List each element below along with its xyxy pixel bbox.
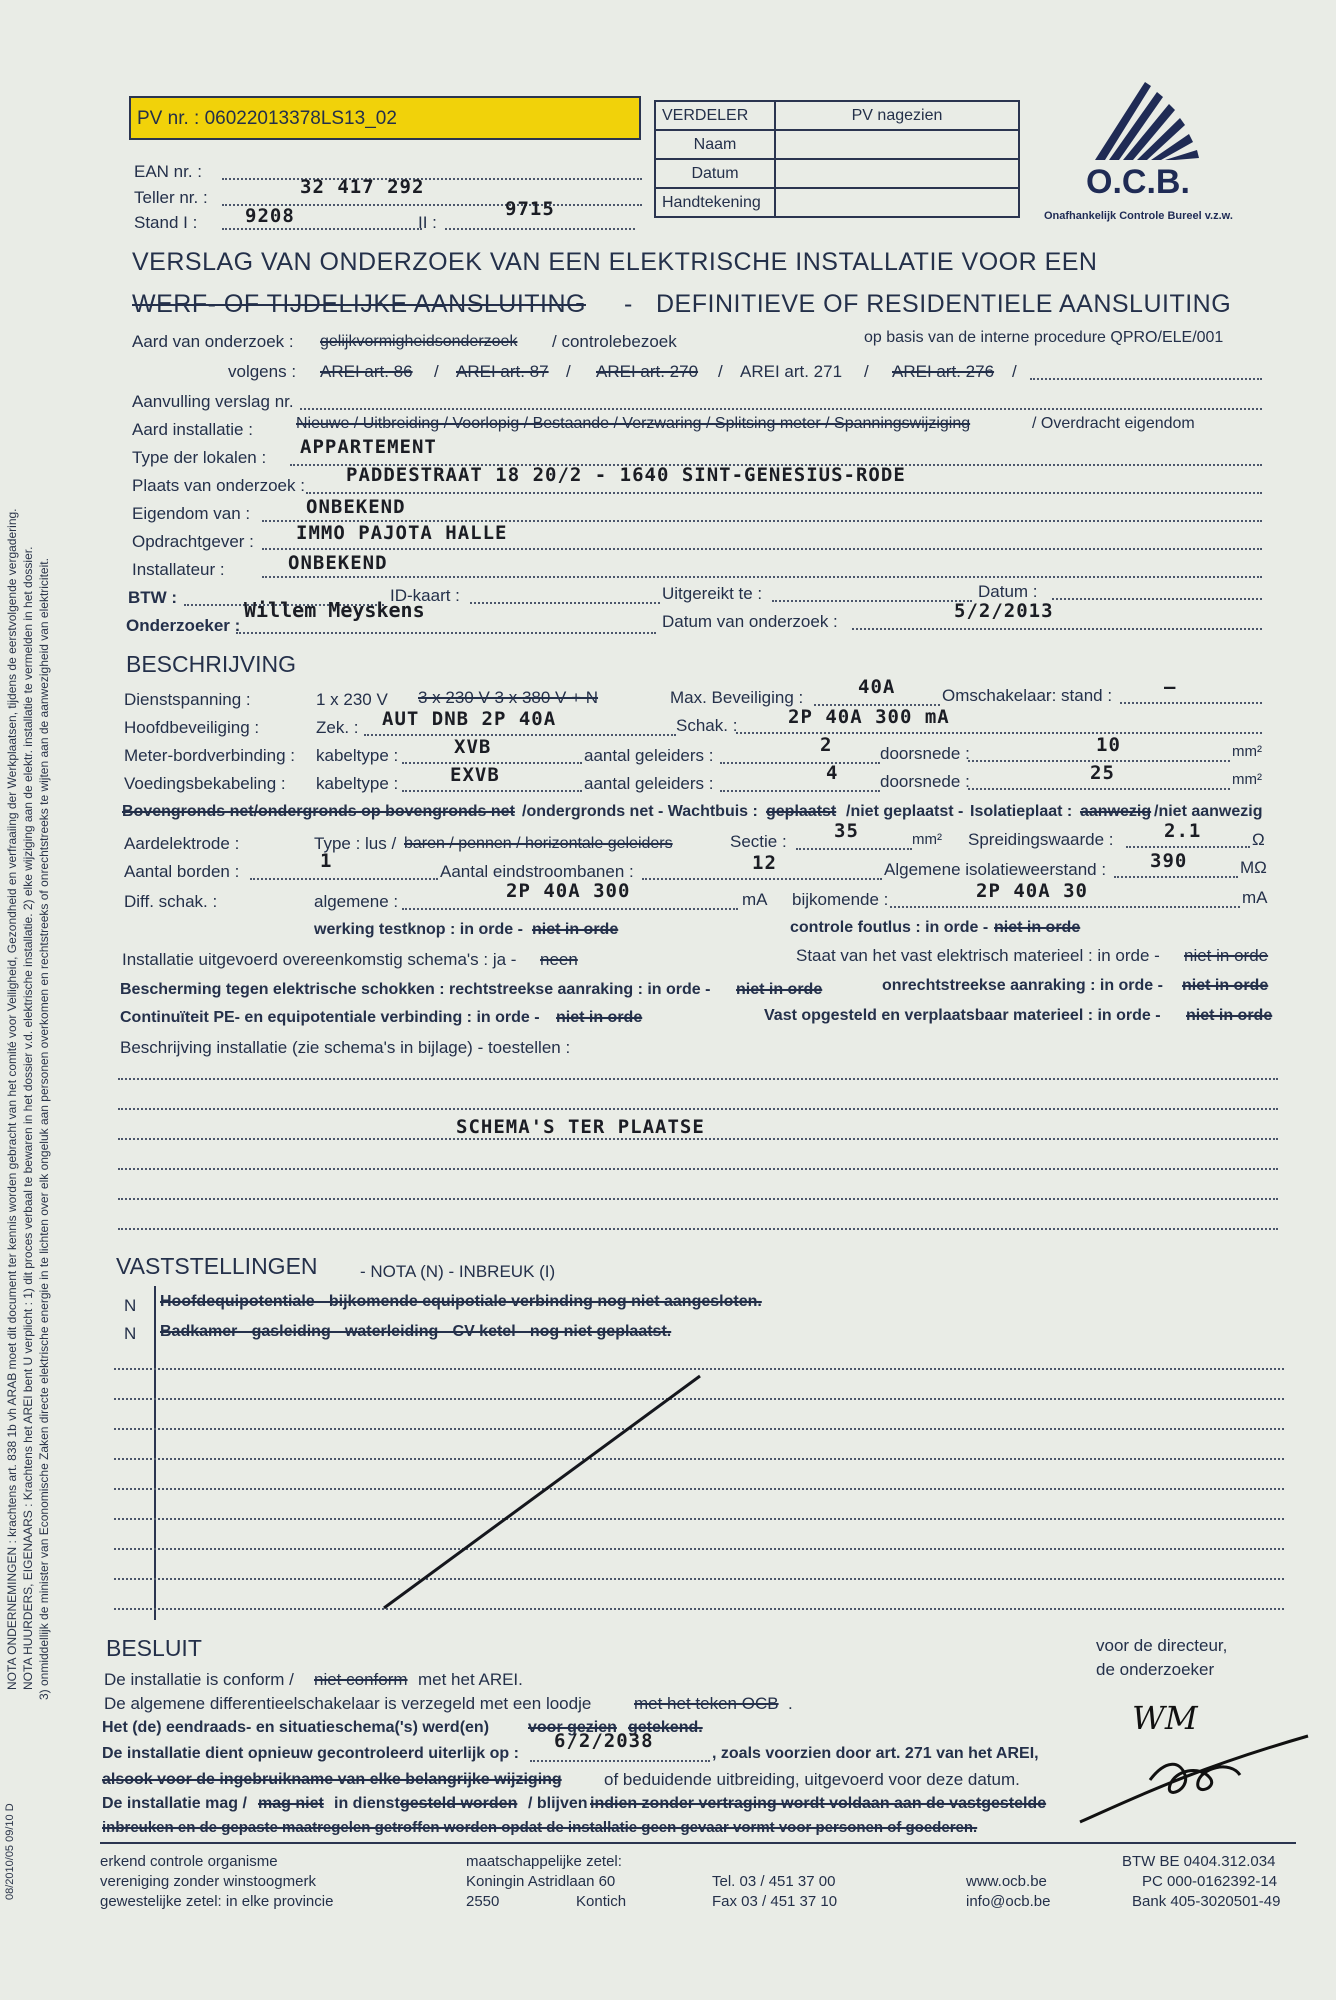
side-note-1: NOTA ONDERNEMINGEN : krachtens art. 838 1b vh ARAB moet dit document ter kennis worden gebracht van het comité voor Veiligheid, Gezondheid en verfraaiing der Werkplaatsen, tijdens de eerstvolgende vergadering. bbox=[5, 508, 19, 1690]
vast-label: Vast opgesteld en verplaatsbaar materieel : in orde - bbox=[764, 1007, 1161, 1024]
verdeler-handtekening-field[interactable] bbox=[775, 188, 1019, 217]
teller-label: Teller nr. : bbox=[134, 188, 208, 207]
isolatie-value: 390 bbox=[1150, 850, 1188, 872]
btw-label: BTW : bbox=[128, 588, 178, 607]
footer-c1-l3: gewestelijke zetel: in elke provincie bbox=[100, 1893, 334, 1910]
voeding-kabeltype-field[interactable] bbox=[402, 790, 582, 792]
stand-ii-value: 9715 bbox=[505, 198, 555, 220]
spreiding-value: 2.1 bbox=[1164, 820, 1202, 842]
voeding-label: Voedingsbekabeling : bbox=[124, 774, 286, 793]
datum-onderzoek-field[interactable] bbox=[852, 628, 1262, 630]
b3-strike-2: getekend. bbox=[628, 1719, 703, 1736]
onrecht-label: onrechtstreekse aanraking : in orde - bbox=[882, 977, 1163, 994]
datum-label: Datum : bbox=[978, 582, 1038, 601]
bijkomende-ma: mA bbox=[1242, 888, 1268, 907]
aanvulling-field[interactable] bbox=[300, 408, 1262, 410]
meter-doorsnede-label: doorsnede : bbox=[880, 744, 970, 763]
aard-installatie-strike: Nieuwe / Uitbreiding / Voorlopig / Bestaande / Verzwaring / Splitsing meter / Spanningswijziging bbox=[296, 415, 971, 432]
plaats-label: Plaats van onderzoek : bbox=[132, 476, 305, 495]
b6-strike-3: indien zonder vertraging wordt voldaan aan de vastgestelde bbox=[590, 1795, 1047, 1812]
onderzoeker-label: Onderzoeker : bbox=[126, 616, 241, 635]
foutlus-label: controle foutlus : in orde - bbox=[790, 919, 989, 936]
uitgereikt-field[interactable] bbox=[772, 600, 972, 602]
verdeler-datum: Datum bbox=[655, 159, 775, 188]
b6-mid-2: / blijven bbox=[528, 1795, 588, 1812]
staat-strike: niet in orde bbox=[1184, 946, 1269, 965]
omschakelaar-value: — bbox=[1164, 676, 1177, 698]
procedure-note: op basis van de interne procedure QPRO/ELE/001 bbox=[864, 329, 1224, 346]
verdeler-datum-field[interactable] bbox=[775, 159, 1019, 188]
b2-end: . bbox=[788, 1694, 793, 1713]
b6-text: De installatie mag / bbox=[102, 1795, 247, 1812]
schak-label: Schak. : bbox=[676, 716, 738, 735]
plaats-value: PADDESTRAAT 18 20/2 - 1640 SINT-GENESIUS-RODE bbox=[346, 464, 906, 486]
max-beveiliging-label: Max. Beveiliging : bbox=[670, 688, 804, 707]
n2-text: Badkamer - gasleiding - waterleiding - CV ketel - nog niet geplaatst. bbox=[160, 1323, 672, 1340]
meter-mm2: mm² bbox=[1232, 743, 1262, 760]
vaststellingen-box bbox=[154, 1286, 156, 1620]
verdeler-naam-field[interactable] bbox=[775, 130, 1019, 159]
verdeler-naam: Naam bbox=[655, 130, 775, 159]
datum-onderzoek-label: Datum van onderzoek : bbox=[662, 612, 838, 631]
onderzoeker-sign-label: de onderzoeker bbox=[1096, 1660, 1215, 1679]
isolatie-label: Algemene isolatieweerstand : bbox=[884, 860, 1107, 879]
stand-ii-label: II : bbox=[418, 213, 437, 232]
stand-ii-field[interactable] bbox=[445, 228, 635, 230]
volgens-field[interactable] bbox=[1030, 378, 1262, 380]
b6-strike-1: mag niet bbox=[258, 1795, 324, 1812]
zek-label: Zek. : bbox=[316, 718, 359, 737]
stand-i-field[interactable] bbox=[222, 228, 422, 230]
ocb-logo bbox=[1044, 72, 1280, 222]
ocb-logo-icon bbox=[1085, 72, 1225, 162]
signature bbox=[1070, 1730, 1320, 1830]
pv-number: PV nr. : 06022013378LS13_02 bbox=[137, 108, 397, 129]
uitgereikt-label: Uitgereikt te : bbox=[662, 584, 763, 603]
beschrijving-line-4[interactable] bbox=[118, 1168, 1278, 1170]
type-lokalen-label: Type der lokalen : bbox=[132, 448, 267, 467]
voeding-doorsnede-label: doorsnede : bbox=[880, 772, 970, 791]
footer-c2-l4: Kontich bbox=[576, 1893, 627, 1910]
signature-initials: WM bbox=[1132, 1699, 1198, 1737]
title-line-2: DEFINITIEVE OF RESIDENTIELE AANSLUITING bbox=[656, 290, 1232, 318]
beschrijving-line-2[interactable] bbox=[118, 1108, 1278, 1110]
voeding-geleiders-label: aantal geleiders : bbox=[584, 774, 714, 793]
bovengronds-strike: Bovengronds net/ondergronds op bovengronds net bbox=[122, 803, 515, 820]
b4-value: 6/2/2038 bbox=[554, 1730, 654, 1752]
schak-value: 2P 40A 300 mA bbox=[788, 706, 950, 728]
beschrijving-line-1[interactable] bbox=[118, 1078, 1278, 1080]
voeding-kabeltype-value: EXVB bbox=[450, 764, 500, 786]
title-line-2-strike: WERF- OF TIJDELIJKE AANSLUITING bbox=[132, 290, 586, 318]
volgens-86: AREI art. 86 bbox=[320, 362, 413, 381]
pv-number-box bbox=[129, 96, 641, 140]
plaats-field[interactable] bbox=[306, 492, 1262, 494]
ohm-unit: Ω bbox=[1252, 830, 1265, 849]
beschrijving-line-3[interactable] bbox=[118, 1138, 1278, 1140]
footer-c1-l2: vereniging zonder winstoogmerk bbox=[100, 1873, 316, 1890]
b4-field[interactable] bbox=[530, 1760, 710, 1762]
bovengronds-value: /ondergronds net - Wachtbuis : bbox=[522, 803, 758, 820]
footer-btw: BTW BE 0404.312.034 bbox=[1122, 1853, 1276, 1870]
spreiding-field[interactable] bbox=[1126, 846, 1250, 848]
side-note-2: NOTA HUURDERS, EIGENAARS : Krachtens het AREI bent U verplicht : 1) dit proces verbaal te bewaren in het dossier v.d. elektrische installatie. 2) elke wijziging aan de elektr. installatie te vermelden in het dossier. bbox=[21, 546, 35, 1690]
zek-value: AUT DNB 2P 40A bbox=[382, 708, 557, 730]
aard-onderzoek-label: Aard van onderzoek : bbox=[132, 332, 294, 351]
bijkomende-field[interactable] bbox=[890, 906, 1240, 908]
hoofdbeveiliging-label: Hoofdbeveiliging : bbox=[124, 718, 260, 737]
footer-bank: Bank 405-3020501-49 bbox=[1132, 1893, 1281, 1910]
sectie-field[interactable] bbox=[796, 848, 912, 850]
eindstroombanen-value: 12 bbox=[752, 852, 777, 874]
bijkomende-value: 2P 40A 30 bbox=[976, 880, 1088, 902]
max-beveiliging-value: 40A bbox=[858, 676, 896, 698]
dienstspanning-value: 1 x 230 V bbox=[316, 690, 388, 709]
onderzoeker-field[interactable] bbox=[236, 632, 656, 634]
diff-label: Diff. schak. : bbox=[124, 892, 218, 911]
aardelektrode-label: Aardelektrode : bbox=[124, 834, 240, 853]
aanvulling-label: Aanvulling verslag nr. bbox=[132, 392, 294, 411]
aard-onderzoek-value: / controlebezoek bbox=[552, 332, 677, 351]
stand-i-value: 9208 bbox=[245, 205, 295, 227]
volgens-sep-2: / bbox=[566, 362, 571, 381]
datum-onderzoek-value: 5/2/2013 bbox=[954, 600, 1054, 622]
dienstspanning-strike: 3 x 230 V 3 x 380 V + N bbox=[418, 688, 599, 707]
schemas-strike: neen bbox=[540, 950, 578, 969]
logo-sub: Onafhankelijk Controle Bureel v.z.w. bbox=[1044, 210, 1233, 222]
volgens-sep-1: / bbox=[434, 362, 439, 381]
ean-label: EAN nr. : bbox=[134, 162, 203, 181]
footer-c2-l2: Koningin Astridlaan 60 bbox=[466, 1873, 616, 1890]
meter-geleiders-field[interactable] bbox=[720, 762, 880, 764]
b1-end: met het AREI. bbox=[418, 1670, 523, 1689]
installateur-label: Installateur : bbox=[132, 560, 225, 579]
bescherming-label: Bescherming tegen elektrische schokken : rechtstreekse aanraking : in orde - bbox=[120, 981, 711, 998]
b6-mid: in dienst bbox=[334, 1795, 400, 1812]
b5-strike: alsook voor de ingebruikname van elke belangrijke wijziging bbox=[102, 1771, 562, 1788]
spreiding-label: Spreidingswaarde : bbox=[968, 830, 1114, 849]
footer-pc: PC 000-0162392-14 bbox=[1142, 1873, 1278, 1890]
n1-mark: N bbox=[124, 1296, 137, 1315]
type-lokalen-value: APPARTEMENT bbox=[300, 436, 437, 458]
b5-end: of beduidende uitbreiding, uitgevoerd voor deze datum. bbox=[604, 1770, 1020, 1789]
schemas-label: Installatie uitgevoerd overeenkomstig schema's : ja - bbox=[122, 950, 517, 969]
pv-nagezien: PV nagezien bbox=[775, 101, 1019, 130]
n2-mark: N bbox=[124, 1324, 137, 1343]
eigendom-value: ONBEKEND bbox=[306, 496, 406, 518]
voeding-geleiders-field[interactable] bbox=[720, 790, 880, 792]
eindstroombanen-label: Aantal eindstroombanen : bbox=[440, 862, 634, 881]
besluit-title: BESLUIT bbox=[106, 1635, 202, 1661]
continu-label: Continuïteit PE- en equipotentiale verbinding : in orde - bbox=[120, 1009, 540, 1026]
zek-field[interactable] bbox=[364, 734, 676, 736]
idkaart-label: ID-kaart : bbox=[390, 586, 460, 605]
eigendom-label: Eigendom van : bbox=[132, 504, 251, 523]
schak-field[interactable] bbox=[736, 732, 1262, 734]
vaststellingen-sub: - NOTA (N) - INBREUK (I) bbox=[360, 1262, 556, 1281]
omschakelaar-label: Omschakelaar: stand : bbox=[942, 686, 1113, 705]
ean-field[interactable] bbox=[222, 178, 642, 180]
b6-strike-2: gesteld worden bbox=[400, 1795, 518, 1812]
sectie-mm2: mm² bbox=[912, 831, 942, 848]
vaststellingen-title: VASTSTELLINGEN bbox=[116, 1253, 318, 1279]
sectie-label: Sectie : bbox=[730, 832, 787, 851]
aanwezig-strike: aanwezig bbox=[1080, 803, 1152, 820]
b7-strike: inbreuken en de gepaste maatregelen getroffen worden opdat de installatie geen gevaar vormt voor personen of goederen. bbox=[102, 1819, 978, 1836]
b3-strike-1: voor gezien bbox=[528, 1719, 617, 1736]
meter-kabeltype-value: XVB bbox=[454, 736, 492, 758]
aantal-borden-field[interactable] bbox=[250, 878, 438, 880]
volgens-sep-4: / bbox=[864, 362, 869, 381]
verdeler-title: VERDELER bbox=[655, 101, 775, 130]
directeur-label: voor de directeur, bbox=[1096, 1636, 1228, 1655]
volgens-276: AREI art. 276 bbox=[892, 362, 995, 381]
type-lus: Type : lus / bbox=[314, 834, 397, 853]
type-strike: baren / pennen / horizontale geleiders bbox=[404, 835, 673, 852]
aantal-borden-value: 1 bbox=[320, 850, 333, 872]
bescherming-strike: niet in orde bbox=[736, 981, 823, 998]
meter-geleiders-value: 2 bbox=[820, 734, 833, 756]
bijkomende-label: bijkomende : bbox=[792, 890, 889, 909]
idkaart-field[interactable] bbox=[470, 602, 660, 604]
algemene-ma: mA bbox=[742, 890, 768, 909]
algemene-value: 2P 40A 300 bbox=[506, 880, 631, 902]
title-line-1: VERSLAG VAN ONDERZOEK VAN EEN ELEKTRISCHE INSTALLATIE VOOR EEN bbox=[132, 248, 1098, 276]
teller-value: 32 417 292 bbox=[300, 176, 425, 198]
voeding-mm2: mm² bbox=[1232, 771, 1262, 788]
isolatie-field[interactable] bbox=[1114, 876, 1238, 878]
dienstspanning-label: Dienstspanning : bbox=[124, 690, 251, 709]
verdeler-handtekening: Handtekening bbox=[655, 188, 775, 217]
aard-onderzoek-strike: gelijkvormigheidsonderzoek bbox=[320, 333, 518, 350]
b1-text: De installatie is conform / bbox=[104, 1670, 294, 1689]
installateur-value: ONBEKEND bbox=[288, 552, 388, 574]
testknop-strike: niet in orde bbox=[532, 921, 619, 938]
b3-text: Het (de) eendraads- en situatieschema('s) werd(en) bbox=[102, 1719, 490, 1736]
opdrachtgever-value: IMMO PAJOTA HALLE bbox=[296, 522, 508, 544]
stand-label: Stand I : bbox=[134, 213, 198, 232]
datum-field[interactable] bbox=[1052, 598, 1262, 600]
aantal-borden-label: Aantal borden : bbox=[124, 862, 240, 881]
volgens-271: AREI art. 271 bbox=[740, 362, 843, 381]
b4-end: , zoals voorzien door art. 271 van het AREI, bbox=[712, 1745, 1039, 1762]
meter-geleiders-label: aantal geleiders : bbox=[584, 746, 714, 765]
voeding-geleiders-value: 4 bbox=[826, 762, 839, 784]
footer-c2-l1: maatschappelijke zetel: bbox=[466, 1853, 622, 1870]
title-line-2-dash: - bbox=[624, 290, 633, 318]
footer-tel: Tel. 03 / 451 37 00 bbox=[712, 1873, 836, 1890]
volgens-label: volgens : bbox=[228, 362, 297, 381]
footer-c1-l1: erkend controle organisme bbox=[100, 1853, 278, 1870]
opdrachtgever-field[interactable] bbox=[262, 548, 1262, 550]
logo-name: O.C.B. bbox=[1086, 163, 1190, 201]
installateur-field[interactable] bbox=[262, 576, 1262, 578]
niet-geplaatst: /niet geplaatst - bbox=[846, 803, 964, 820]
continu-strike: niet in orde bbox=[556, 1009, 643, 1026]
footer-c2-l3: 2550 bbox=[466, 1893, 500, 1910]
voeding-doorsnede-value: 25 bbox=[1090, 762, 1115, 784]
cancel-stroke bbox=[370, 1370, 710, 1620]
footer-email-link[interactable]: info@ocb.be bbox=[966, 1893, 1051, 1910]
footer-rule bbox=[100, 1842, 1296, 1844]
volgens-sep-3: / bbox=[718, 362, 723, 381]
verdeler-table bbox=[654, 100, 1020, 218]
onderzoeker-value: Willem Meyskens bbox=[244, 598, 425, 622]
onrecht-strike: niet in orde bbox=[1182, 977, 1269, 994]
form-code: 08/2010/05 09/10 D bbox=[4, 1803, 16, 1900]
opdrachtgever-label: Opdrachtgever : bbox=[132, 532, 254, 551]
aard-installatie-label: Aard installatie : bbox=[132, 420, 253, 439]
voeding-doorsnede-field[interactable] bbox=[968, 788, 1230, 790]
meter-label: Meter-bordverbinding : bbox=[124, 746, 296, 765]
beschrijving-title: BESCHRIJVING bbox=[126, 651, 296, 677]
schemas-ter-plaatse: SCHEMA'S TER PLAATSE bbox=[456, 1116, 705, 1138]
omschakelaar-field[interactable] bbox=[1120, 702, 1262, 704]
isolatieplaat-label: Isolatieplaat : bbox=[970, 803, 1073, 820]
foutlus-strike: niet in orde bbox=[994, 919, 1081, 936]
sectie-value: 35 bbox=[834, 820, 859, 842]
beschrijving-line-6[interactable] bbox=[118, 1228, 1278, 1230]
meter-doorsnede-value: 10 bbox=[1096, 734, 1121, 756]
b2-strike: met het teken OCB bbox=[634, 1694, 779, 1713]
footer-web-link[interactable]: www.ocb.be bbox=[966, 1873, 1047, 1890]
n1-text: Hoofdequipotentiale - bijkomende equipotiale verbinding nog niet aangesloten. bbox=[160, 1293, 762, 1310]
algemene-label: algemene : bbox=[314, 892, 399, 911]
b1-strike: niet conform bbox=[314, 1670, 408, 1689]
volgens-87: AREI art. 87 bbox=[456, 362, 549, 381]
beschrijving-installatie: Beschrijving installatie (zie schema's in bijlage) - toestellen : bbox=[120, 1038, 571, 1057]
beschrijving-line-5[interactable] bbox=[118, 1198, 1278, 1200]
voeding-kabeltype-label: kabeltype : bbox=[316, 774, 399, 793]
mohm-unit: MΩ bbox=[1240, 858, 1267, 877]
vast-strike: niet in orde bbox=[1186, 1007, 1273, 1024]
meter-kabeltype-label: kabeltype : bbox=[316, 746, 399, 765]
side-note-3: 3) onmiddellijk de minister van Economische Zaken directe elektrische energie in te lichten over elk ongeluk aan personen overkomen en rechtstreeks of onrechtstreeks te wijten aan de aanwezigheid van elektriciteit. bbox=[37, 558, 51, 1700]
volgens-sep-5: / bbox=[1012, 362, 1017, 381]
b2-text: De algemene differentieelschakelaar is verzegeld met een loodje bbox=[104, 1694, 592, 1713]
testknop-label: werking testknop : in orde - bbox=[314, 921, 523, 938]
eindstroombanen-field[interactable] bbox=[642, 878, 882, 880]
staat-label: Staat van het vast elektrisch materieel : in orde - bbox=[796, 946, 1160, 965]
niet-aanwezig: /niet aanwezig bbox=[1154, 803, 1263, 820]
aard-installatie-value: / Overdracht eigendom bbox=[1032, 415, 1195, 432]
b4-text: De installatie dient opnieuw gecontroleerd uiterlijk op : bbox=[102, 1745, 519, 1762]
algemene-field[interactable] bbox=[402, 908, 738, 910]
footer-fax: Fax 03 / 451 37 10 bbox=[712, 1893, 838, 1910]
geplaatst-strike: geplaatst bbox=[766, 803, 837, 820]
volgens-270: AREI art. 270 bbox=[596, 362, 699, 381]
